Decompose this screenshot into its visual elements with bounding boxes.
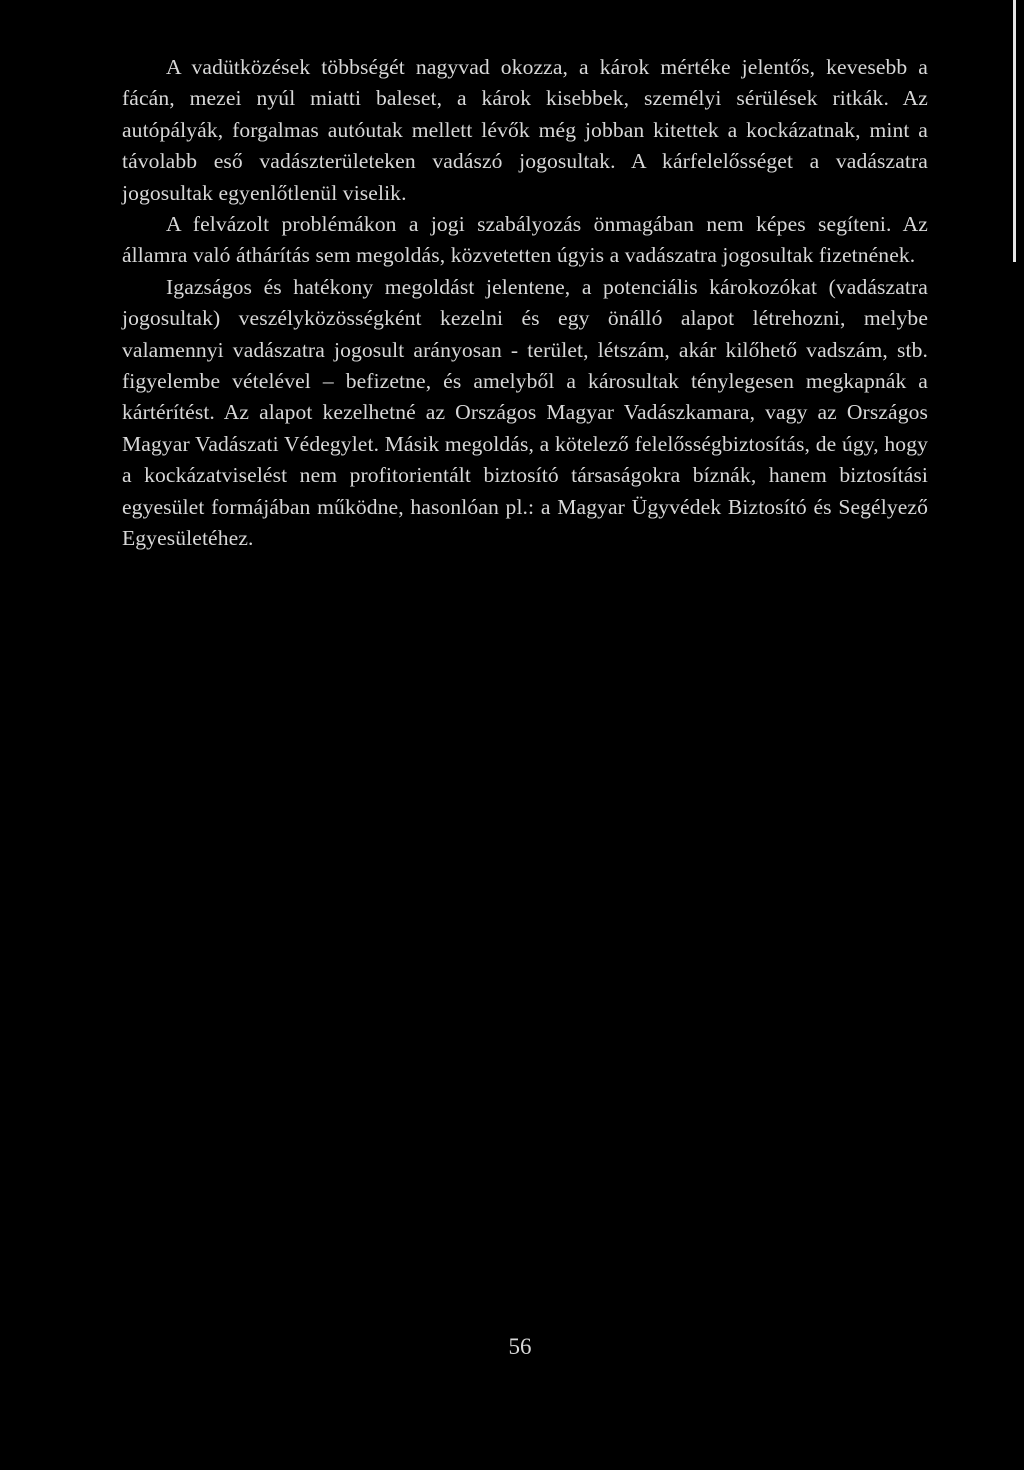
page-body [122,52,928,555]
page-number: 56 [508,1334,532,1359]
paragraph-1: A vadütközések többségét nagyvad okozza, a károk mértéke jelentős, kevesebb a fácán, mezei nyúl miatti baleset, a károk kisebbek, személyi sérülések ritkák. Az autópályák, forgalmas autóutak mellett lévők még jobban kitettek a kockázatnak, mint a távolabb eső vadászterületeken vadászó jogosultak. A kárfelelősséget a vadászatra jogosultak egyenlőtlenül viselik. [122,55,928,205]
paragraph-3: Igazságos és hatékony megoldást jelentene, a potenciális károkozókat (vadászatra jogosultak) veszélyközösségként kezelni és egy önálló alapot létrehozni, melybe valamennyi vadászatra jogosult arányosan - terület, létszám, akár kilőhető vadszám, stb. figyelembe vételével – befizetne, és amelyből a károsultak ténylegesen megkapnák a kártérítést. Az alapot kezelhetné az Országos Magyar Vadászkamara, vagy az Országos Magyar Vadászati Védegylet. Másik megoldás, a kötelező felelősségbiztosítás, de úgy, hogy a kockázatviselést nem profitorientált biztosító társaságokra bíznák, hanem biztosítási egyesület formájában működne, hasonlóan pl.: a Magyar Ügyvédek Biztosító és Segélyező Egyesületéhez. [122,274,928,551]
paragraph-2: A felvázolt problémákon a jogi szabályozás önmagában nem képes segíteni. Az államra való áthárítás sem megoldás, közvetetten úgyis a vadászatra jogosultak fizetnének. [122,212,928,268]
scan-edge-line [1013,0,1016,262]
